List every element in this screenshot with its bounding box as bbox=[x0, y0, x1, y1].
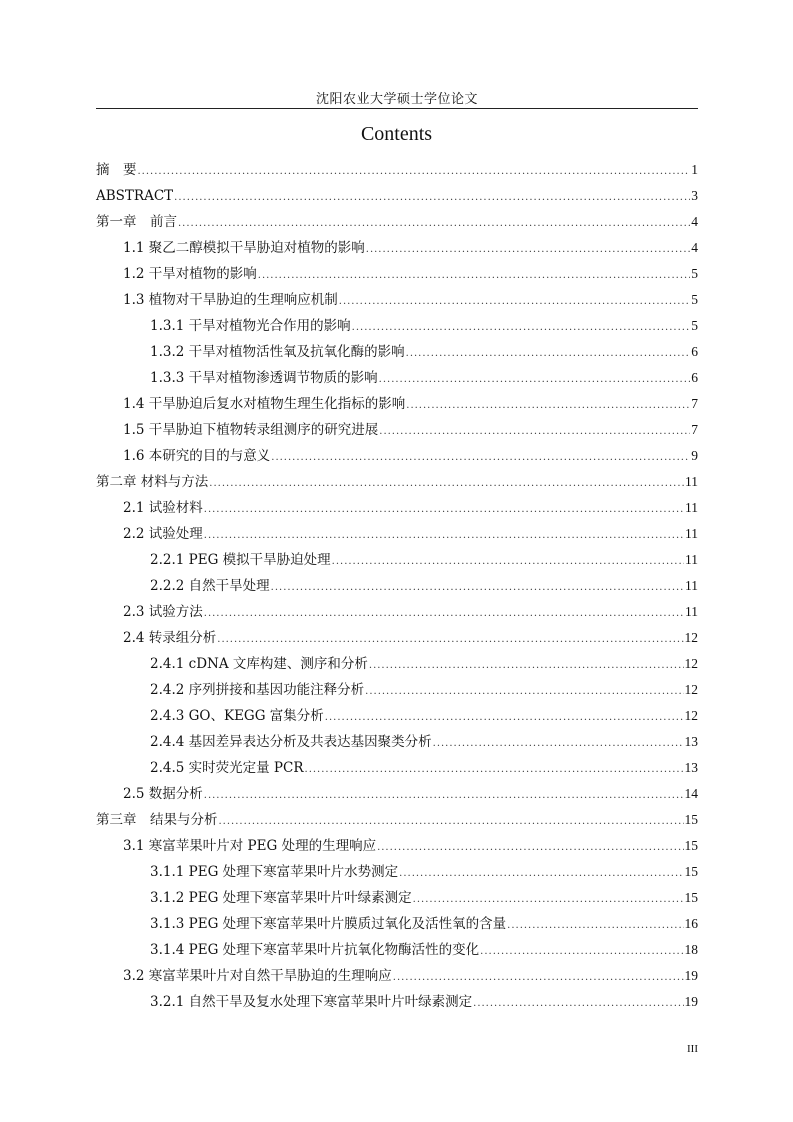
toc-entry-page: 11 bbox=[685, 500, 698, 515]
toc-entry[interactable] bbox=[96, 183, 698, 209]
toc-entry-page: 4 bbox=[691, 240, 698, 255]
toc-entry-label: 2.2 试验处理 bbox=[123, 526, 203, 542]
toc-entry-page: 15 bbox=[684, 890, 698, 905]
toc-dot-leader bbox=[325, 705, 684, 731]
toc-dot-leader bbox=[209, 471, 684, 497]
toc-entry-label: 1.4 干旱胁迫后复水对植物生理生化指标的影响 bbox=[123, 396, 406, 412]
toc-dot-leader bbox=[204, 523, 684, 549]
toc-dot-leader bbox=[352, 315, 691, 341]
toc-dot-leader bbox=[204, 783, 684, 809]
toc-entry-label: 3.1.3 PEG 处理下寒富苹果叶片膜质过氧化及活性氧的含量 bbox=[150, 916, 507, 932]
toc-dot-leader bbox=[332, 549, 684, 575]
table-of-contents bbox=[96, 157, 698, 1015]
toc-entry-page: 18 bbox=[684, 942, 698, 957]
toc-entry-label: 摘 要 bbox=[96, 162, 137, 178]
page-title: Contents bbox=[360, 123, 433, 145]
toc-entry[interactable] bbox=[96, 157, 698, 183]
toc-dot-leader bbox=[379, 367, 691, 393]
toc-dot-leader bbox=[379, 419, 690, 445]
toc-dot-leader bbox=[178, 211, 690, 237]
toc-entry-page: 15 bbox=[684, 812, 698, 827]
toc-entry-label: 2.4.2 序列拼接和基因功能注释分析 bbox=[150, 682, 365, 698]
toc-entry[interactable] bbox=[96, 937, 698, 963]
toc-entry-label: 第一章 前言 bbox=[96, 214, 177, 230]
toc-entry-page: 11 bbox=[685, 578, 698, 593]
toc-entry-page: 13 bbox=[684, 734, 698, 749]
toc-entry-page: 16 bbox=[684, 916, 698, 931]
toc-entry-page: 11 bbox=[685, 526, 698, 541]
toc-dot-leader bbox=[258, 263, 690, 289]
toc-entry-label: 3.1 寒富苹果叶片对 PEG 处理的生理响应 bbox=[123, 838, 377, 854]
toc-dot-leader bbox=[399, 861, 683, 887]
toc-entry[interactable] bbox=[96, 443, 698, 469]
toc-dot-leader bbox=[204, 497, 684, 523]
toc-entry-label: 2.1 试验材料 bbox=[123, 500, 203, 516]
toc-dot-leader bbox=[507, 913, 683, 939]
toc-entry[interactable] bbox=[96, 989, 698, 1015]
toc-entry-page: 6 bbox=[691, 344, 698, 359]
toc-dot-leader bbox=[377, 835, 683, 861]
toc-entry-label: 1.1 聚乙二醇模拟干旱胁迫对植物的影响 bbox=[123, 240, 365, 256]
toc-entry[interactable] bbox=[96, 417, 698, 443]
toc-entry-label: 1.3 植物对干旱胁迫的生理响应机制 bbox=[123, 292, 338, 308]
toc-entry[interactable] bbox=[96, 365, 698, 391]
toc-entry-label: 3.1.2 PEG 处理下寒富苹果叶片叶绿素测定 bbox=[150, 890, 412, 906]
toc-entry[interactable] bbox=[96, 209, 698, 235]
toc-entry-label: 第二章 材料与方法 bbox=[96, 474, 209, 490]
toc-entry-page: 7 bbox=[691, 422, 698, 437]
toc-dot-leader bbox=[219, 809, 684, 835]
toc-entry[interactable] bbox=[96, 573, 698, 599]
toc-entry-label: 1.6 本研究的目的与意义 bbox=[123, 448, 271, 464]
toc-entry-label: 3.1.4 PEG 处理下寒富苹果叶片抗氧化物酶活性的变化 bbox=[150, 942, 480, 958]
toc-entry-page: 3 bbox=[691, 188, 698, 203]
toc-entry-page: 1 bbox=[691, 162, 698, 177]
toc-entry-page: 9 bbox=[691, 448, 698, 463]
toc-entry[interactable] bbox=[96, 781, 698, 807]
toc-entry[interactable] bbox=[96, 703, 698, 729]
toc-entry-page: 5 bbox=[691, 292, 698, 307]
toc-entry-label: 3.2.1 自然干旱及复水处理下寒富苹果叶片叶绿素测定 bbox=[150, 994, 473, 1010]
header-rule bbox=[96, 108, 698, 109]
toc-dot-leader bbox=[406, 393, 690, 419]
toc-entry[interactable] bbox=[96, 469, 698, 495]
toc-entry-label: 1.3.1 干旱对植物光合作用的影响 bbox=[150, 318, 351, 334]
toc-entry[interactable] bbox=[96, 729, 698, 755]
toc-entry-page: 6 bbox=[691, 370, 698, 385]
toc-entry-page: 5 bbox=[691, 318, 698, 333]
toc-dot-leader bbox=[433, 731, 684, 757]
toc-entry-label: 2.5 数据分析 bbox=[123, 786, 203, 802]
toc-entry-page: 19 bbox=[684, 968, 698, 983]
toc-dot-leader bbox=[473, 991, 683, 1017]
toc-entry-page: 4 bbox=[691, 214, 698, 229]
toc-entry-page: 14 bbox=[684, 786, 698, 801]
toc-entry-page: 7 bbox=[691, 396, 698, 411]
toc-entry-label: 1.3.3 干旱对植物渗透调节物质的影响 bbox=[150, 370, 378, 386]
toc-entry[interactable] bbox=[96, 547, 698, 573]
toc-entry[interactable] bbox=[96, 833, 698, 859]
toc-entry-label: 1.5 干旱胁迫下植物转录组测序的研究进展 bbox=[123, 422, 379, 438]
toc-entry-label: 3.1.1 PEG 处理下寒富苹果叶片水势测定 bbox=[150, 864, 399, 880]
toc-dot-leader bbox=[174, 185, 690, 211]
toc-entry-label: 2.2.1 PEG 模拟干旱胁迫处理 bbox=[150, 552, 331, 568]
toc-entry-page: 19 bbox=[684, 994, 698, 1009]
toc-entry-label: 3.2 寒富苹果叶片对自然干旱胁迫的生理响应 bbox=[123, 968, 392, 984]
toc-dot-leader bbox=[271, 575, 684, 601]
toc-entry-label: 2.4.1 cDNA 文库构建、测序和分析 bbox=[150, 656, 368, 672]
toc-dot-leader bbox=[369, 653, 684, 679]
toc-entry-label: 2.4.4 基因差异表达分析及共表达基因聚类分析 bbox=[150, 734, 432, 750]
toc-dot-leader bbox=[413, 887, 684, 913]
toc-entry-label: 2.4.5 实时荧光定量 PCR bbox=[150, 760, 304, 776]
toc-entry-page: 5 bbox=[691, 266, 698, 281]
toc-dot-leader bbox=[480, 939, 683, 965]
toc-entry-label: 2.2.2 自然干旱处理 bbox=[150, 578, 270, 594]
toc-entry[interactable] bbox=[96, 339, 698, 365]
toc-entry-label: 2.3 试验方法 bbox=[123, 604, 203, 620]
toc-entry-label: 1.3.2 干旱对植物活性氧及抗氧化酶的影响 bbox=[150, 344, 405, 360]
toc-entry-page: 12 bbox=[684, 682, 698, 697]
toc-entry-label: 第三章 结果与分析 bbox=[96, 812, 218, 828]
toc-dot-leader bbox=[365, 679, 683, 705]
toc-dot-leader bbox=[339, 289, 690, 315]
toc-entry[interactable] bbox=[96, 911, 698, 937]
toc-entry[interactable] bbox=[96, 755, 698, 781]
toc-entry-page: 15 bbox=[684, 838, 698, 853]
toc-entry[interactable] bbox=[96, 625, 698, 651]
toc-entry-label: ABSTRACT bbox=[96, 188, 174, 204]
toc-entry[interactable] bbox=[96, 495, 698, 521]
toc-dot-leader bbox=[271, 445, 690, 471]
toc-entry-label: 2.4.3 GO、KEGG 富集分析 bbox=[150, 708, 324, 724]
toc-dot-leader bbox=[393, 965, 684, 991]
toc-entry[interactable] bbox=[96, 391, 698, 417]
toc-dot-leader bbox=[366, 237, 690, 263]
toc-entry[interactable] bbox=[96, 651, 698, 677]
toc-dot-leader bbox=[406, 341, 691, 367]
toc-entry-page: 12 bbox=[684, 656, 698, 671]
toc-entry-page: 15 bbox=[684, 864, 698, 879]
toc-entry[interactable] bbox=[96, 261, 698, 287]
running-head: 沈阳农业大学硕士学位论文 bbox=[315, 92, 478, 107]
toc-entry[interactable] bbox=[96, 521, 698, 547]
toc-entry[interactable] bbox=[96, 599, 698, 625]
toc-entry[interactable] bbox=[96, 677, 698, 703]
toc-entry-page: 12 bbox=[684, 708, 698, 723]
toc-entry-page: 11 bbox=[685, 552, 698, 567]
toc-entry[interactable] bbox=[96, 963, 698, 989]
toc-dot-leader bbox=[217, 627, 683, 653]
toc-dot-leader bbox=[305, 757, 684, 783]
toc-entry-page: 13 bbox=[684, 760, 698, 775]
toc-entry[interactable] bbox=[96, 807, 698, 833]
toc-entry[interactable] bbox=[96, 287, 698, 313]
toc-entry-page: 12 bbox=[684, 630, 698, 645]
toc-entry-page: 11 bbox=[685, 604, 698, 619]
toc-entry[interactable] bbox=[96, 859, 698, 885]
toc-entry[interactable] bbox=[96, 235, 698, 261]
toc-entry-page: 11 bbox=[685, 474, 698, 489]
page-number: III bbox=[687, 1043, 698, 1055]
toc-entry[interactable] bbox=[96, 885, 698, 911]
toc-entry[interactable] bbox=[96, 313, 698, 339]
toc-entry-label: 1.2 干旱对植物的影响 bbox=[123, 266, 257, 282]
toc-dot-leader bbox=[204, 601, 684, 627]
toc-dot-leader bbox=[138, 159, 691, 185]
toc-entry-label: 2.4 转录组分析 bbox=[123, 630, 217, 646]
